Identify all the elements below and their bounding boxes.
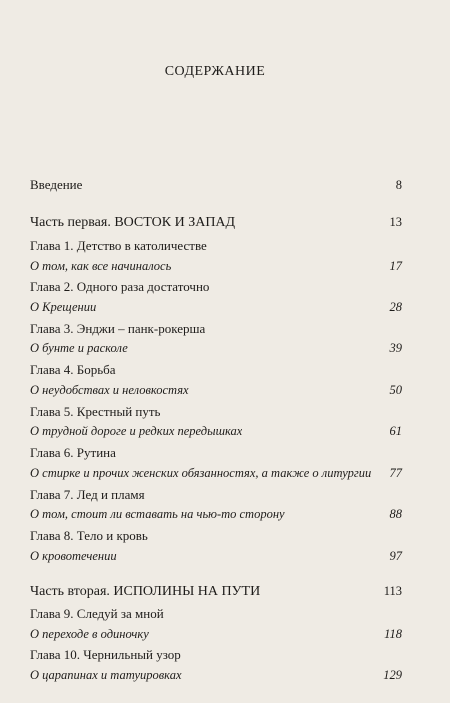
entry-page: 129 <box>383 668 402 682</box>
entry-page: 77 <box>389 466 402 480</box>
entry-label: Глава 6. Рутина <box>30 445 116 460</box>
entry-label: О неудобствах и неловкостях <box>30 383 189 397</box>
toc-chapter <box>30 487 402 507</box>
toc-chapter <box>30 606 402 626</box>
toc-chapter <box>30 445 402 465</box>
toc-subtitle <box>30 259 402 279</box>
toc-subtitle <box>30 341 402 361</box>
toc-title: СОДЕРЖАНИЕ <box>164 64 266 79</box>
entry-label: Глава 1. Детство в католичестве <box>30 238 207 253</box>
entry-page: 17 <box>389 259 402 273</box>
entry-label: О Крещении <box>30 300 97 314</box>
entry-page: 113 <box>383 584 402 598</box>
entry-label: О кровотечении <box>30 549 117 563</box>
entry-label: Введение <box>30 177 83 192</box>
toc-part-1 <box>30 215 402 235</box>
entry-page: 8 <box>395 178 402 192</box>
toc-subtitle <box>30 627 402 647</box>
entry-label: Глава 4. Борьба <box>30 362 116 377</box>
entry-page: 61 <box>389 424 402 438</box>
entry-label: Глава 2. Одного раза достаточно <box>30 279 210 294</box>
entry-label: О царапинах и татуировках <box>30 668 182 682</box>
toc-chapter <box>30 528 402 548</box>
entry-label: Глава 7. Лед и пламя <box>30 487 145 502</box>
entry-label: Глава 8. Тело и кровь <box>30 528 148 543</box>
entry-label: О трудной дороге и редких передышках <box>30 424 243 438</box>
toc-chapter <box>30 279 402 299</box>
entry-page: 88 <box>389 507 402 521</box>
entry-label: О бунте и расколе <box>30 341 128 355</box>
toc-chapter <box>30 404 402 424</box>
entry-page: 13 <box>389 215 402 229</box>
entry-label: О том, стоит ли вставать на чью-то сторону <box>30 507 285 521</box>
toc-subtitle <box>30 424 402 444</box>
toc-subtitle <box>30 668 402 688</box>
entry-label: О том, как все начиналось <box>30 259 172 273</box>
entry-label: Глава 5. Крестный путь <box>30 404 161 419</box>
toc-chapter <box>30 238 402 258</box>
toc-part-2 <box>30 584 402 604</box>
entry-page: 28 <box>389 300 402 314</box>
toc-entry-intro <box>30 177 402 197</box>
toc-chapter <box>30 647 402 667</box>
entry-page: 97 <box>389 549 402 563</box>
entry-label: Глава 10. Чернильный узор <box>30 647 181 662</box>
entry-page: 118 <box>384 627 402 641</box>
toc-subtitle <box>30 300 402 320</box>
entry-label: Часть первая. ВОСТОК И ЗАПАД <box>30 215 236 230</box>
entry-page: 39 <box>389 341 402 355</box>
toc-chapter <box>30 321 402 341</box>
entry-label: Глава 3. Энджи – панк-рокерша <box>30 321 206 336</box>
entry-label: Глава 9. Следуй за мной <box>30 606 164 621</box>
entry-label: Часть вторая. ИСПОЛИНЫ НА ПУТИ <box>30 584 261 599</box>
toc-subtitle <box>30 466 402 486</box>
entry-label: О стирке и прочих женских обязанностях, а также о литургии <box>30 466 372 480</box>
toc-subtitle <box>30 549 402 569</box>
toc-subtitle <box>30 507 402 527</box>
entry-label: О переходе в одиночку <box>30 627 149 641</box>
toc-chapter <box>30 362 402 382</box>
toc-subtitle <box>30 383 402 403</box>
entry-page: 50 <box>389 383 402 397</box>
